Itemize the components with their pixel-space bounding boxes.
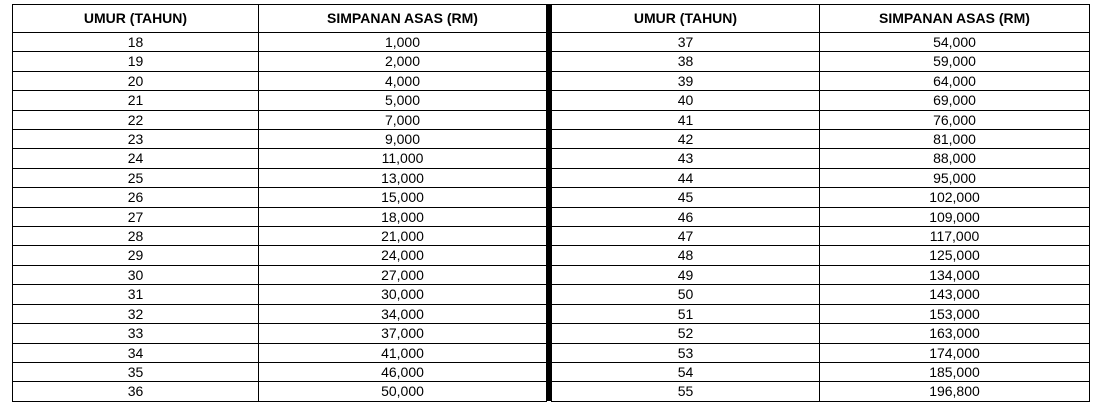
age-cell: 21 <box>13 91 259 110</box>
age-cell: 22 <box>13 110 259 129</box>
age-cell: 24 <box>13 149 259 168</box>
age-cell: 36 <box>13 382 259 401</box>
savings-cell: 69,000 <box>820 91 1090 110</box>
table-row <box>13 71 547 90</box>
savings-cell: 21,000 <box>259 227 547 246</box>
savings-cell: 24,000 <box>259 246 547 265</box>
table-row <box>552 149 1090 168</box>
savings-cell: 34,000 <box>259 304 547 323</box>
savings-cell: 153,000 <box>820 304 1090 323</box>
age-cell: 50 <box>552 285 820 304</box>
savings-cell: 15,000 <box>259 188 547 207</box>
table-row <box>13 382 547 401</box>
table-row <box>552 343 1090 362</box>
table-row <box>13 285 547 304</box>
savings-cell: 88,000 <box>820 149 1090 168</box>
age-cell: 51 <box>552 304 820 323</box>
age-cell: 48 <box>552 246 820 265</box>
age-cell: 26 <box>13 188 259 207</box>
table-row <box>13 149 547 168</box>
age-cell: 53 <box>552 343 820 362</box>
table-row <box>13 52 547 71</box>
age-cell: 39 <box>552 71 820 90</box>
table-row <box>552 71 1090 90</box>
savings-cell: 4,000 <box>259 71 547 90</box>
header-age: UMUR (TAHUN) <box>552 5 820 33</box>
age-cell: 46 <box>552 207 820 226</box>
table-row <box>552 52 1090 71</box>
age-cell: 33 <box>13 324 259 343</box>
table-row <box>552 168 1090 187</box>
savings-cell: 9,000 <box>259 130 547 149</box>
age-cell: 52 <box>552 324 820 343</box>
savings-cell: 143,000 <box>820 285 1090 304</box>
header-row <box>552 5 1090 33</box>
age-cell: 30 <box>13 265 259 284</box>
savings-cell: 185,000 <box>820 362 1090 381</box>
table-row <box>552 324 1090 343</box>
table-row <box>552 285 1090 304</box>
table-row <box>13 207 547 226</box>
header-savings: SIMPANAN ASAS (RM) <box>259 5 547 33</box>
table-row <box>552 382 1090 401</box>
age-cell: 29 <box>13 246 259 265</box>
table-row <box>13 168 547 187</box>
table-row <box>13 362 547 381</box>
age-cell: 18 <box>13 33 259 52</box>
age-cell: 35 <box>13 362 259 381</box>
savings-cell: 102,000 <box>820 188 1090 207</box>
table-row <box>13 265 547 284</box>
age-cell: 43 <box>552 149 820 168</box>
savings-cell: 11,000 <box>259 149 547 168</box>
savings-cell: 50,000 <box>259 382 547 401</box>
savings-table-left <box>12 4 547 402</box>
savings-cell: 54,000 <box>820 33 1090 52</box>
savings-cell: 46,000 <box>259 362 547 381</box>
savings-cell: 59,000 <box>820 52 1090 71</box>
age-cell: 23 <box>13 130 259 149</box>
savings-cell: 81,000 <box>820 130 1090 149</box>
table-row <box>552 91 1090 110</box>
age-cell: 25 <box>13 168 259 187</box>
savings-cell: 174,000 <box>820 343 1090 362</box>
savings-cell: 125,000 <box>820 246 1090 265</box>
right-table-body <box>552 33 1090 402</box>
table-row <box>552 265 1090 284</box>
age-cell: 32 <box>13 304 259 323</box>
savings-cell: 64,000 <box>820 71 1090 90</box>
age-cell: 45 <box>552 188 820 207</box>
age-cell: 42 <box>552 130 820 149</box>
table-row <box>552 207 1090 226</box>
age-cell: 20 <box>13 71 259 90</box>
table-row <box>13 246 547 265</box>
savings-cell: 134,000 <box>820 265 1090 284</box>
table-row <box>552 227 1090 246</box>
age-cell: 27 <box>13 207 259 226</box>
savings-cell: 163,000 <box>820 324 1090 343</box>
age-cell: 47 <box>552 227 820 246</box>
age-cell: 28 <box>13 227 259 246</box>
savings-cell: 30,000 <box>259 285 547 304</box>
table-row <box>13 33 547 52</box>
age-cell: 40 <box>552 91 820 110</box>
table-row <box>552 33 1090 52</box>
savings-cell: 76,000 <box>820 110 1090 129</box>
table-row <box>13 110 547 129</box>
age-cell: 49 <box>552 265 820 284</box>
savings-cell: 117,000 <box>820 227 1090 246</box>
table-row <box>13 227 547 246</box>
savings-cell: 5,000 <box>259 91 547 110</box>
left-table-body <box>13 33 547 402</box>
age-cell: 37 <box>552 33 820 52</box>
table-row <box>552 110 1090 129</box>
table-row <box>552 130 1090 149</box>
table-row <box>13 304 547 323</box>
savings-cell: 13,000 <box>259 168 547 187</box>
table-row <box>13 324 547 343</box>
table-row <box>13 343 547 362</box>
savings-cell: 7,000 <box>259 110 547 129</box>
savings-cell: 95,000 <box>820 168 1090 187</box>
savings-cell: 2,000 <box>259 52 547 71</box>
age-cell: 19 <box>13 52 259 71</box>
table-row <box>552 188 1090 207</box>
savings-cell: 18,000 <box>259 207 547 226</box>
savings-cell: 109,000 <box>820 207 1090 226</box>
table-row <box>552 304 1090 323</box>
age-cell: 54 <box>552 362 820 381</box>
table-row <box>552 246 1090 265</box>
age-cell: 34 <box>13 343 259 362</box>
age-cell: 41 <box>552 110 820 129</box>
savings-cell: 37,000 <box>259 324 547 343</box>
header-row <box>13 5 547 33</box>
age-cell: 44 <box>552 168 820 187</box>
header-savings: SIMPANAN ASAS (RM) <box>820 5 1090 33</box>
header-age: UMUR (TAHUN) <box>13 5 259 33</box>
savings-cell: 41,000 <box>259 343 547 362</box>
table-row <box>13 91 547 110</box>
savings-table-container <box>12 4 1090 402</box>
age-cell: 55 <box>552 382 820 401</box>
table-row <box>552 362 1090 381</box>
age-cell: 31 <box>13 285 259 304</box>
savings-table-right <box>551 4 1090 402</box>
table-row <box>13 130 547 149</box>
age-cell: 38 <box>552 52 820 71</box>
savings-cell: 1,000 <box>259 33 547 52</box>
savings-cell: 27,000 <box>259 265 547 284</box>
savings-cell: 196,800 <box>820 382 1090 401</box>
table-row <box>13 188 547 207</box>
